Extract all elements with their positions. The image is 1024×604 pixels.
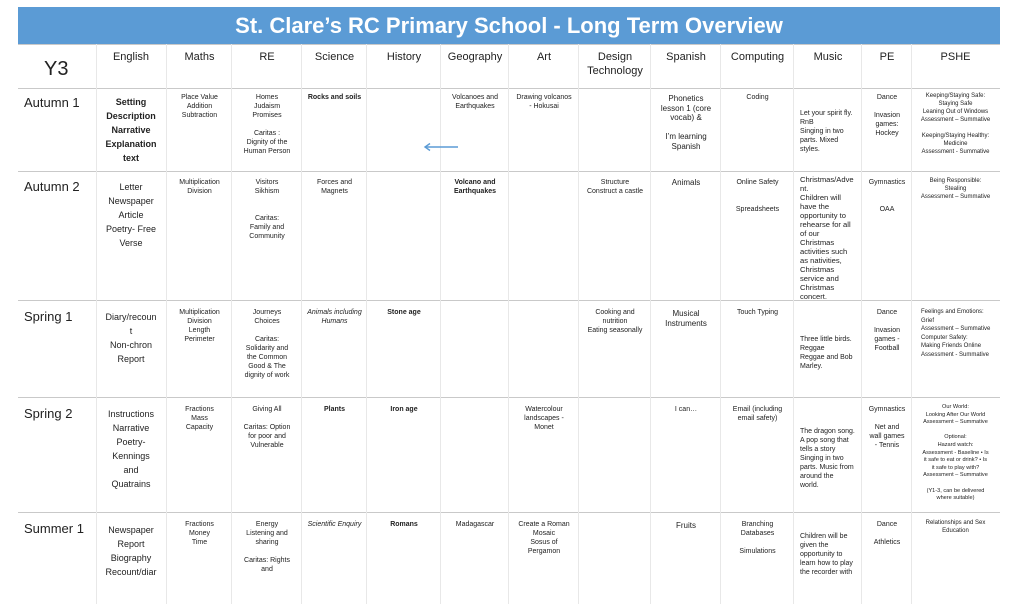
cell-line: parts. Music from	[800, 464, 854, 471]
cell-line: Visitors	[255, 179, 279, 186]
music-cell	[800, 427, 866, 490]
term-label: Summer 1	[24, 521, 84, 536]
cell-line: Keeping/Staying Healthy:	[921, 133, 990, 139]
cell-line	[652, 123, 720, 133]
re-cell	[233, 405, 301, 450]
history-cell	[368, 308, 440, 317]
spanish-cell	[652, 521, 720, 531]
cell-line: world.	[800, 482, 819, 489]
cell-line: Computer Safety:	[921, 334, 968, 341]
science-cell	[303, 178, 366, 196]
cell-line: Fruits	[676, 521, 696, 530]
cell-line: Family and	[249, 224, 285, 231]
cell-line: email safety)	[737, 415, 778, 422]
cell-line: Iron age	[390, 406, 418, 413]
cell-line: Listening and	[246, 530, 288, 537]
cell-line	[913, 480, 998, 488]
cell-line: Multiplication	[179, 309, 220, 316]
cell-line: Spanish	[671, 141, 701, 151]
english-cell: Diary/recoun t Non-chron Report	[105, 312, 157, 364]
cell-line: Watercolour	[525, 406, 563, 413]
cell-line: Caritas:	[254, 336, 280, 343]
cell-line	[863, 317, 911, 326]
spanish-cell	[652, 94, 720, 151]
cell-line: Spreadsheets	[735, 206, 780, 213]
term-label: Autumn 1	[24, 95, 80, 110]
cell-line: Judaism	[253, 103, 281, 110]
cell-line: activities such	[800, 247, 848, 256]
cell-line: it safe to play with?	[931, 464, 980, 471]
cell-line: Caritas:	[254, 215, 280, 222]
cell-line: Division	[187, 318, 212, 325]
cell-line: Human Person	[243, 148, 291, 155]
music-cell	[800, 109, 866, 154]
col-divider	[366, 44, 367, 604]
cell-line: wall games	[869, 433, 905, 440]
col-divider	[911, 44, 912, 604]
cell-line: opportunity to	[800, 551, 843, 558]
cell-line: Madagascar	[455, 521, 495, 528]
cell-line: Vulnerable	[250, 442, 284, 449]
cell-line: Optional:	[944, 434, 967, 441]
maths-cell	[168, 93, 231, 120]
cell-line: learn how to play	[800, 560, 853, 567]
geography-cell	[442, 520, 508, 529]
music-cell	[800, 532, 866, 577]
cell-line: Money	[188, 530, 210, 537]
cell-line: Education	[942, 528, 969, 534]
cell-line: styles.	[800, 146, 820, 153]
cell-line: Eating seasonally	[587, 327, 643, 334]
cell-line: Plants	[323, 406, 345, 413]
cell-line: Assessment - Baseline • Is	[922, 449, 989, 456]
cell-line: Branching	[741, 521, 774, 528]
header-english: English	[112, 51, 150, 63]
cell-line: Dance	[876, 521, 898, 528]
dt-cell	[580, 308, 650, 335]
cell-line: landscapes -	[524, 415, 564, 422]
cell-line: Choices	[254, 318, 280, 325]
cell-line: Medicine	[943, 141, 968, 147]
pshe-cell	[913, 519, 998, 535]
cell-line: Solidarity and	[245, 345, 289, 352]
art-cell	[510, 520, 578, 556]
cell-line: Gymnastics	[868, 179, 906, 186]
year-label: Y3	[44, 58, 69, 80]
header-science: Science	[314, 51, 355, 63]
term-label: Spring 2	[24, 406, 73, 421]
col-divider	[793, 44, 794, 604]
cell-line: Dignity of the	[246, 139, 288, 146]
cell-line: Assessment – Summative	[923, 419, 988, 426]
term-label: Spring 1	[24, 309, 73, 324]
cell-line: Assessment – Summative	[921, 326, 991, 332]
cell-line: given the	[800, 542, 829, 549]
spanish-cell	[652, 309, 720, 328]
spanish-cell	[652, 405, 720, 414]
cell-line: Football	[874, 345, 900, 352]
spanish-cell	[652, 178, 720, 188]
cell-line: Multiplication	[179, 179, 220, 186]
cell-line: Assessment - Summative	[921, 351, 990, 358]
cell-line: Assessment – Summative	[920, 117, 991, 123]
english-cell: Newspaper Report Biography Recount/diar	[105, 525, 157, 577]
cell-line: Giving All	[252, 406, 282, 413]
cell-line: Length	[188, 327, 211, 334]
cell-line: Earthquakes	[453, 188, 497, 195]
cell-line: Pergamon	[527, 548, 561, 555]
cell-line: of our	[800, 229, 820, 238]
cell-line: Christmas	[800, 283, 835, 292]
cell-line	[863, 102, 911, 111]
re-cell	[233, 93, 301, 156]
english-cell: Instructions Narrative Poetry- Kennings and Quatrains	[107, 409, 155, 489]
cell-line: lesson 1 (core	[660, 103, 712, 113]
cell-line: dignity of work	[244, 372, 290, 379]
col-divider	[301, 44, 302, 604]
computing-cell	[722, 93, 793, 102]
cell-line: Christmas	[800, 238, 835, 247]
cell-line: for poor and	[248, 433, 286, 440]
maths-cell	[168, 178, 231, 196]
cell-line: Energy	[255, 521, 279, 528]
cell-line: where suitable)	[936, 495, 975, 502]
cell-line: Scientific Enquiry	[307, 521, 362, 528]
cell-line: Sosus of	[530, 539, 558, 546]
col-divider	[231, 44, 232, 604]
cell-line: Reggae	[800, 345, 825, 352]
cell-line: the recorder with	[800, 569, 853, 576]
cell-line: Caritas :	[253, 130, 281, 137]
cell-line: Invasion	[873, 327, 901, 334]
cell-line: Capacity	[185, 424, 214, 431]
science-cell	[303, 93, 366, 102]
pshe-cell	[913, 404, 998, 503]
cell-line: Subtraction	[181, 112, 218, 119]
cell-line: Volcanoes and	[452, 94, 498, 101]
maths-cell	[168, 520, 231, 547]
re-cell	[233, 178, 301, 241]
cell-line: Drawing volcanos	[516, 94, 572, 101]
cell-line: - Tennis	[874, 442, 900, 449]
cell-line: Three little birds.	[800, 336, 852, 343]
cell-line: Dance	[876, 309, 898, 316]
cell-line: A pop song that	[800, 437, 849, 444]
english-cell: Letter Newspaper Article Poetry- Free Verse	[105, 182, 156, 248]
cell-line: Christmas	[800, 265, 835, 274]
dt-cell	[580, 178, 650, 196]
cell-line: Perimeter	[184, 336, 215, 343]
header-pe: PE	[879, 51, 895, 63]
header-spanish: Spanish	[666, 51, 706, 63]
cell-line: Monet	[534, 424, 554, 431]
cell-line: (Y1-3, can be delivered	[926, 487, 985, 494]
cell-line: Leaning Out of Windows	[922, 109, 989, 115]
cell-line: Looking After Our World	[925, 411, 986, 418]
maths-cell	[168, 308, 231, 344]
cell-line: and	[261, 566, 273, 573]
cell-line: Keeping/Staying Safe:	[925, 93, 986, 99]
cell-line	[722, 538, 793, 547]
col-divider	[166, 44, 167, 604]
cell-line: Caritas: Rights	[244, 557, 290, 564]
cell-line: I’m learning	[665, 132, 707, 141]
cell-line: Marley.	[800, 363, 823, 370]
cell-line: the Common	[246, 354, 288, 361]
header-history: History	[386, 51, 422, 63]
cell-line: Caritas: Option	[243, 424, 291, 431]
cell-line: Online Safety	[736, 179, 779, 186]
cell-line: Mass	[191, 415, 208, 422]
cell-line: Staying Safe	[938, 101, 973, 107]
cell-line: Forces and	[316, 179, 353, 186]
cell-line	[863, 196, 911, 205]
col-divider	[578, 44, 579, 604]
music-cell	[800, 335, 866, 371]
cell-line: Our World:	[942, 404, 969, 410]
cell-line: Structure	[600, 179, 630, 186]
cell-line: Children will be	[800, 533, 848, 540]
cell-line	[863, 414, 911, 423]
cell-line: Humans	[321, 318, 348, 325]
cell-line: Invasion	[873, 112, 901, 119]
cell-line: it safe to eat or drink? • Is	[923, 457, 988, 464]
cell-line: Coding	[746, 94, 769, 101]
cell-line	[233, 326, 301, 335]
cell-line: vocab) &	[670, 113, 702, 122]
cell-line: Children will	[800, 193, 841, 202]
cell-line: Phonetics	[668, 94, 704, 103]
cell-line: nutrition	[602, 318, 628, 325]
cell-line: Rocks and soils	[307, 94, 362, 101]
cell-line: Dance	[876, 94, 898, 101]
music-cell	[800, 175, 866, 301]
cell-line: Assessment - Summative	[921, 149, 990, 155]
cell-line: Musical	[672, 309, 700, 318]
cell-line: games:	[875, 121, 899, 128]
cell-line: Good & The	[248, 363, 286, 370]
col-divider	[440, 44, 441, 604]
cell-line: Hazard watch:	[937, 441, 974, 448]
science-cell	[303, 405, 366, 414]
header-art: Art	[536, 51, 552, 63]
english-cell: Setting Description Narrative Explanation text	[105, 97, 157, 163]
cell-line	[913, 124, 998, 132]
cell-line: OAA	[879, 206, 895, 213]
cell-line: The dragon song.	[800, 428, 855, 435]
history-cell	[368, 520, 440, 529]
cell-line: Making Friends Online	[921, 343, 982, 349]
cell-line: Singing in two	[800, 455, 844, 462]
computing-cell	[722, 308, 793, 317]
cell-line: Addition	[186, 103, 213, 110]
overview-table	[18, 44, 1000, 604]
cell-line	[722, 187, 793, 196]
cell-line: Earthquakes	[455, 103, 495, 110]
cell-line: I can…	[674, 406, 698, 413]
cell-line: Feelings and Emotions:	[921, 309, 984, 315]
header-geography: Geography	[447, 51, 503, 63]
cell-line: RnB	[800, 119, 814, 126]
cell-line: games -	[874, 336, 900, 343]
cell-line: Animals including	[307, 309, 362, 316]
cell-line: Community	[249, 233, 285, 240]
cell-line: sharing	[255, 539, 279, 546]
cell-line: opportunity to	[800, 211, 847, 220]
cell-line: parts. Mixed	[800, 137, 839, 144]
cell-line: Mosaic	[532, 530, 556, 537]
cell-line	[913, 427, 998, 435]
cell-line	[863, 187, 911, 196]
art-cell	[510, 93, 578, 111]
cell-line: Gymnastics	[868, 406, 906, 413]
cell-line: Promises	[252, 112, 282, 119]
cell-line: Division	[187, 188, 212, 195]
col-divider	[650, 44, 651, 604]
header-design-technology: Design Technology	[587, 51, 643, 77]
computing-cell	[722, 405, 793, 423]
cell-line: Assessment – Summative	[920, 194, 991, 200]
cell-line	[233, 120, 301, 129]
maths-cell	[168, 405, 231, 432]
pe-cell	[863, 308, 911, 353]
cell-line	[233, 547, 301, 556]
cell-line: Cooking and	[595, 309, 635, 316]
cell-line: Being Responsible:	[929, 178, 982, 184]
cell-line: as nativities,	[800, 256, 842, 265]
header-computing: Computing	[730, 51, 785, 63]
cell-line: rehearse for all	[800, 220, 851, 229]
cell-line: Reggae and Bob	[800, 354, 853, 361]
geography-cell	[442, 178, 508, 196]
left-arrow-icon	[422, 142, 458, 152]
cell-line: Stone age	[387, 309, 421, 316]
cell-line: Grief	[921, 317, 935, 324]
pe-cell	[863, 520, 911, 547]
cell-line	[233, 196, 301, 205]
computing-cell	[722, 178, 793, 214]
col-divider	[96, 44, 97, 604]
header-pshe: PSHE	[940, 51, 971, 63]
cell-line: Fractions	[185, 406, 214, 413]
cell-line: have the	[800, 202, 830, 211]
computing-cell	[722, 520, 793, 556]
cell-line: Journeys	[252, 309, 282, 316]
cell-line: concert.	[800, 292, 828, 301]
cell-line: Animals	[671, 178, 701, 187]
pshe-cell	[913, 177, 998, 201]
pe-cell	[863, 93, 911, 138]
cell-line: Assessment – Summative	[923, 472, 988, 479]
page-title: St. Clare’s RC Primary School - Long Term Overview	[18, 7, 1000, 44]
cell-line: Instruments	[665, 318, 707, 328]
cell-line: Stealing	[944, 186, 967, 192]
cell-line: Net and	[874, 424, 900, 431]
cell-line: Singing in two	[800, 128, 844, 135]
cell-line: Relationships and Sex	[925, 520, 986, 526]
re-cell	[233, 308, 301, 380]
cell-line: Place Value	[181, 94, 218, 101]
cell-line: Fractions	[185, 521, 214, 528]
cell-line: Volcano and	[454, 179, 496, 186]
cell-line: tells a story	[800, 446, 836, 453]
cell-line: Hockey	[875, 130, 899, 137]
col-divider	[720, 44, 721, 604]
cell-line	[863, 529, 911, 538]
cell-line: around the	[800, 473, 834, 480]
cell-line: Time	[191, 539, 208, 546]
cell-line: service and	[800, 274, 839, 283]
geography-cell	[442, 93, 508, 111]
pe-cell	[863, 178, 911, 214]
cell-line: Sikhism	[254, 188, 280, 195]
cell-line: Create a Roman	[518, 521, 570, 528]
pshe-cell	[913, 92, 998, 156]
header-maths: Maths	[184, 51, 215, 63]
cell-line: Romans	[390, 521, 418, 528]
pe-cell	[863, 405, 911, 450]
science-cell	[303, 308, 366, 326]
history-cell	[368, 405, 440, 414]
term-label: Autumn 2	[24, 179, 80, 194]
cell-line: Databases	[740, 530, 775, 537]
art-cell	[510, 405, 578, 432]
cell-line: Let your spirit fly.	[800, 110, 853, 117]
cell-line: Touch Typing	[736, 309, 779, 316]
cell-line: Simulations	[739, 548, 776, 555]
cell-line: - Hokusai	[529, 103, 559, 110]
cell-line: Christmas/Adve	[800, 175, 854, 184]
cell-line: Homes	[255, 94, 279, 101]
cell-line: Athletics	[873, 539, 901, 546]
cell-line	[722, 196, 793, 205]
cell-line	[233, 414, 301, 423]
cell-line: Magnets	[321, 188, 348, 195]
cell-line: Email (including	[732, 406, 783, 413]
re-cell	[233, 520, 301, 574]
pshe-cell	[913, 308, 998, 359]
cell-line: Construct a castle	[586, 188, 644, 195]
cell-line: nt.	[800, 184, 809, 193]
science-cell	[303, 520, 366, 529]
header-re: RE	[259, 51, 275, 63]
header-music: Music	[813, 51, 843, 63]
cell-line	[233, 205, 301, 214]
col-divider	[508, 44, 509, 604]
